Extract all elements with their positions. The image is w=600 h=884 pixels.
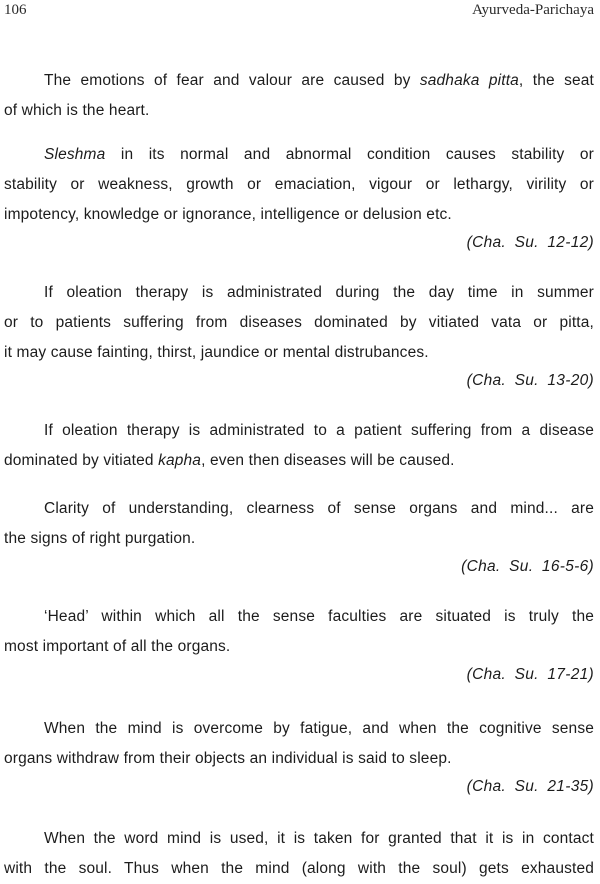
page-number: 106 <box>4 2 27 18</box>
text-line: of which is the heart. <box>4 102 150 119</box>
text-line: with the soul. Thus when the mind (along with the soul) gets exhausted <box>4 860 594 877</box>
text-line: ‘Head’ within which all the sense faculties are situated is truly the <box>44 608 594 625</box>
paragraph-6 <box>4 602 594 662</box>
paragraph-7 <box>4 714 594 774</box>
paragraph-2 <box>4 140 594 230</box>
text-line: dominated by vitiated kapha, even then diseases will be caused. <box>4 452 455 469</box>
citation: (Cha. Su. 17-21) <box>466 666 594 683</box>
text-line: Clarity of understanding, clearness of sense organs and mind... are <box>44 500 594 517</box>
text-line: stability or weakness, growth or emaciation, vigour or lethargy, virility or <box>4 176 594 193</box>
paragraph-3 <box>4 278 594 368</box>
citation: (Cha. Su. 16-5-6) <box>461 558 594 575</box>
paragraph-1 <box>4 66 594 126</box>
citation: (Cha. Su. 12-12) <box>466 234 594 251</box>
text-line: impotency, knowledge or ignorance, intelligence or delusion etc. <box>4 206 452 223</box>
running-title: Ayurveda-Parichaya <box>472 2 594 18</box>
text-line: organs withdraw from their objects an individual is said to sleep. <box>4 750 452 767</box>
text-line: When the mind is overcome by fatigue, and when the cognitive sense <box>44 720 594 737</box>
text-line: The emotions of fear and valour are caused by sadhaka pitta, the seat <box>44 72 594 89</box>
paragraph-5 <box>4 494 594 554</box>
citation: (Cha. Su. 21-35) <box>466 778 594 795</box>
text-line: the signs of right purgation. <box>4 530 196 547</box>
paragraph-8 <box>4 824 594 884</box>
text-line: most important of all the organs. <box>4 638 231 655</box>
text-line: it may cause fainting, thirst, jaundice or mental distrubances. <box>4 344 429 361</box>
citation: (Cha. Su. 13-20) <box>466 372 594 389</box>
page-header <box>4 2 594 24</box>
text-line: If oleation therapy is administrated to a patient suffering from a disease <box>44 422 594 439</box>
text-line: When the word mind is used, it is taken for granted that it is in contact <box>44 830 594 847</box>
paragraph-4 <box>4 416 594 476</box>
text-line: If oleation therapy is administrated during the day time in summer <box>44 284 594 301</box>
text-line: or to patients suffering from diseases dominated by vitiated vata or pitta, <box>4 314 594 331</box>
text-line: Sleshma in its normal and abnormal condition causes stability or <box>44 146 594 163</box>
